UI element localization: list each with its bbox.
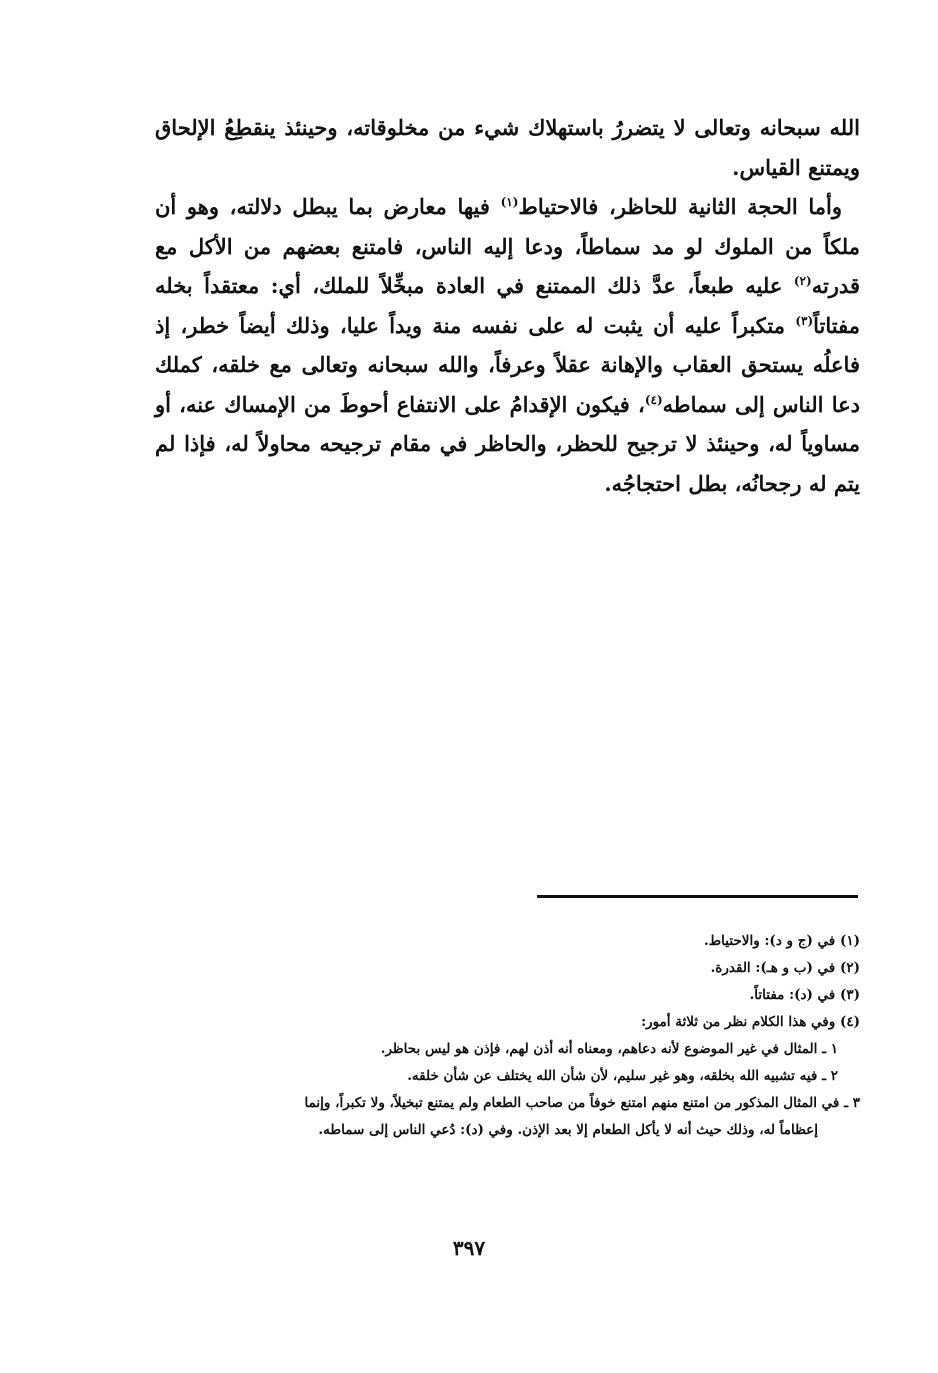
- paragraph-2-text-d: متكبراً عليه أن يثبت له على نفسه منة ويداً عليا، وذلك أيضاً خطر، إذ فاعلُه يستحق العقاب والإهانة عقلاً وعرفاً، والله سبحانه وتعالى مع خلقه، كملك دعا الناس إلى سماطه: [155, 312, 860, 417]
- footnote-2: (٢) في (ب و هـ): القدرة.: [710, 960, 860, 976]
- footnote-4-item-3-continued: إعظاماً له، وذلك حيث أنه لا يأكل الطعام إلا بعد الإذن. وفي (د): دُعي الناس إلى سماطه.: [318, 1122, 818, 1138]
- footnote-marker-4: (٤): [644, 392, 663, 407]
- paragraph-2: [155, 187, 860, 503]
- footnote-4: (٤) وفي هذا الكلام نظر من ثلاثة أمور:: [641, 1014, 860, 1030]
- paragraph-1: [155, 108, 860, 187]
- footnote-4-item-1: ١ ـ المثال في غير الموضوع لأنه دعاهم، ومعناه أنه أذن لهم، فإذن هو ليس بحاظر.: [380, 1041, 838, 1057]
- paragraph-2-text-e: ، فيكون الإقدامُ على الانتفاع أحوطَ من الإمساك عنه، أو مساوياً له، وحينئذ لا ترجيح للحظر، والحاظر في مقام ترجيحه محاولاً له، فإذا لم يتم له رجحانُه، بطل احتجاجُه.: [155, 391, 860, 496]
- footnote-3: (٣) في (د): مفتاتاً.: [749, 987, 860, 1003]
- footnote-marker-2: (٢): [793, 274, 812, 288]
- footnote-marker-3: (٣): [795, 313, 814, 328]
- paragraph-2-text-a: وأما الحجة الثانية للحاظر، فالاحتياط: [518, 194, 842, 219]
- footnote-4-item-3: ٣ ـ في المثال المذكور من امتنع منهم امتنع خوفاً من صاحب الطعام ولم يمتنع تبخيلاً، ولا تكبراً، وإنما: [304, 1095, 860, 1111]
- page-number: ٣٩٧: [452, 1236, 486, 1260]
- paragraph-2-text-b: فيها معارض بما يبطل دلالته، وهو أن ملكاً من الملوك لو مد سماطاً، ودعا إليه الناس، فامتنع بعضهم من الأكل مع قدرته: [155, 194, 860, 298]
- footnote-separator: [537, 895, 858, 898]
- footnotes-section: [140, 928, 860, 1144]
- paragraph-1-text: الله سبحانه وتعالى لا يتضررُ باستهلاك شيء من مخلوقاته، وحينئذ ينقطِعُ الإلحاق ويمتنع القياس.: [155, 115, 860, 180]
- footnote-4-item-2: ٢ ـ فيه تشبيه الله بخلقه، وهو غير سليم، لأن شأن الله يختلف عن شأن خلقه.: [407, 1068, 838, 1084]
- footnote-marker-1: (١): [500, 195, 519, 209]
- footnote-1: (١) في (ج و د): والاحتياط.: [703, 933, 860, 949]
- main-text-body: [155, 108, 860, 503]
- paragraph-2-text-c: عليه طبعاً، عدَّ ذلك الممتنع في العادة مبخِّلاً للملك، أي: معتقداً بخله مفتاتاً: [155, 273, 860, 338]
